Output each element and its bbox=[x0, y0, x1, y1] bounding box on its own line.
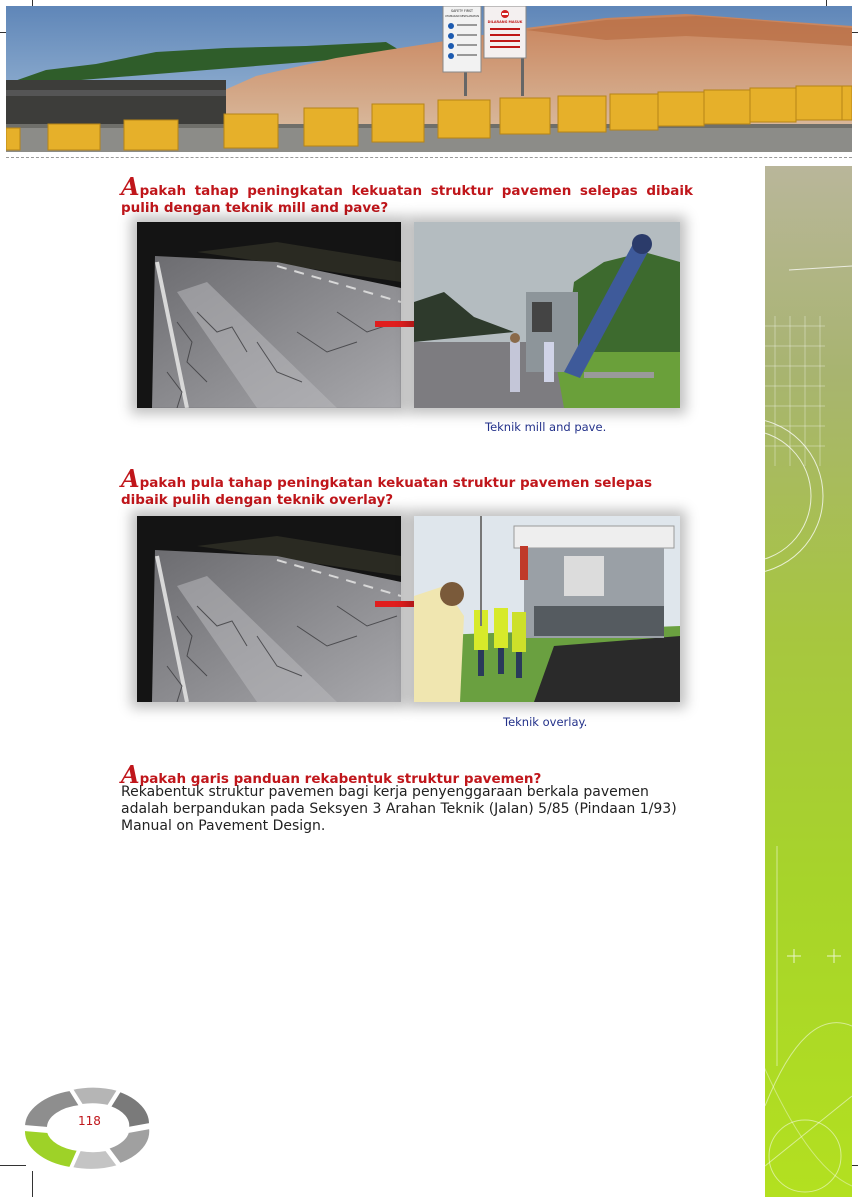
photo-damaged-road-1 bbox=[137, 222, 401, 408]
question-2-initial: A bbox=[121, 464, 140, 493]
decorative-sidebar bbox=[765, 166, 852, 1197]
sign-left-subtitle: UTAMAKAN KESELAMATAN bbox=[444, 15, 480, 18]
answer-3: Rekabentuk struktur pavemen bagi kerja penyenggaraan berkala pavemen adalah berpandukan pada Seksyen 3 Arahan Teknik (Jalan) 5/85 (Pindaan 1/93) Manual on Pavement Design. bbox=[121, 784, 677, 834]
sign-right-title: DILARANG MASUK bbox=[487, 20, 523, 24]
photo-mill-and-pave bbox=[414, 222, 680, 408]
question-2 bbox=[121, 464, 693, 509]
question-1-text: pakah tahap peningkatan kekuatan struktur pavemen selepas dibaik pulih dengan teknik mill and pave? bbox=[121, 183, 693, 216]
question-1 bbox=[121, 172, 693, 217]
question-3-text: pakah garis panduan rekabentuk struktur pavemen? bbox=[139, 771, 542, 787]
page-number: 118 bbox=[78, 1114, 101, 1128]
photo-damaged-road-2 bbox=[137, 516, 401, 702]
caption-overlay: Teknik overlay. bbox=[503, 715, 588, 729]
question-3-initial: A bbox=[121, 760, 140, 789]
question-2-text: pakah pula tahap peningkatan kekuatan struktur pavemen selepas dibaik pulih dengan teknik overlay? bbox=[121, 475, 652, 508]
photo-overlay bbox=[414, 516, 680, 702]
header-photo bbox=[6, 6, 852, 152]
question-1-initial: A bbox=[121, 172, 140, 201]
segmented-ring-logo bbox=[22, 1084, 152, 1174]
caption-mill-and-pave: Teknik mill and pave. bbox=[485, 420, 607, 434]
header-divider bbox=[6, 157, 852, 158]
sign-left-title: SAFETY FIRST bbox=[451, 9, 473, 13]
crop-mark bbox=[32, 1171, 33, 1197]
